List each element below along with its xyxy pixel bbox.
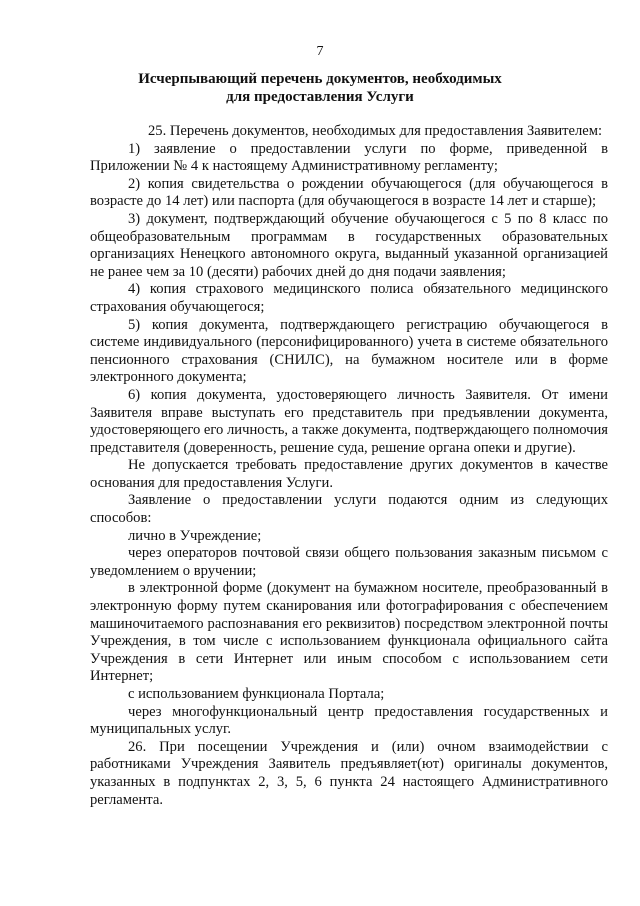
list-item-2: 2) копия свидетельства о рождении обучающегося (для обучающегося в возрасте до 14 лет) или паспорта (для обучающегося в возрасте 14 лет и старше); xyxy=(90,175,608,210)
paragraph-submission-methods: Заявление о предоставлении услуги подаются одним из следующих способов: xyxy=(90,492,608,527)
list-item-1: 1) заявление о предоставлении услуги по форме, приведенной в Приложении № 4 к настоящему Административному регламенту; xyxy=(90,140,608,175)
method-electronic: в электронной форме (документ на бумажном носителе, преобразованный в электронную форму путем сканирования или фотографирования с обеспечением машиночитаемого распознавания его реквизитов) посредством электронной почты Учреждения, в том числе с использованием функционала официального сайта Учреждения в сети Интернет или иным способом с использованием сети Интернет; xyxy=(90,580,608,685)
section-title-line-1: Исчерпывающий перечень документов, необходимых xyxy=(138,71,502,87)
document-body xyxy=(90,123,608,809)
method-in-person: лично в Учреждение; xyxy=(128,527,262,544)
list-item-6: 6) копия документа, удостоверяющего личность Заявителя. От имени Заявителя вправе выступать его представитель при предъявлении документа, удостоверяющего его личность, а также документа, подтверждающего полномочия представителя (доверенность, решение суда, решение органа опеки и другие). xyxy=(90,386,608,456)
list-item-3: 3) документ, подтверждающий обучение обучающегося с 5 по 8 класс по общеобразовательным программам в государственных образовательных организациях Ненецкого автономного округа, выданный указанной организацией не ранее чем за 10 (десяти) рабочих дней до дня подачи заявления; xyxy=(90,210,608,280)
method-portal: с использованием функционала Портала; xyxy=(128,686,385,702)
list-item-4: 4) копия страхового медицинского полиса обязательного медицинского страхования обучающегося; xyxy=(90,281,608,315)
method-mfc: через многофункциональный центр предоставления государственных и муниципальных услуг. xyxy=(90,703,608,738)
paragraph-25: 25. Перечень документов, необходимых для предоставления Заявителем: xyxy=(148,123,603,139)
method-post: через операторов почтовой связи общего пользования заказным письмом с уведомлением о вручении; xyxy=(90,545,608,579)
paragraph-26: 26. При посещении Учреждения и (или) очном взаимодействии с работниками Учреждения Заявитель предъявляет(ют) оригиналы документов, указанных в подпунктах 2, 3, 5, 6 пункта 24 настоящего Административного регламента. xyxy=(90,738,608,808)
list-item-5: 5) копия документа, подтверждающего регистрацию обучающегося в системе индивидуального (персонифицированного) учета в системе обязательного пенсионного страхования (СНИЛС), на бумажном носителе или в форме электронного документа; xyxy=(90,316,608,386)
section-title-line-2: для предоставления Услуги xyxy=(226,89,414,105)
page-number: 7 xyxy=(316,44,324,59)
section-title xyxy=(0,70,640,106)
paragraph-prohibition: Не допускается требовать предоставление других документов в качестве основания для предоставления Услуги. xyxy=(90,457,608,491)
